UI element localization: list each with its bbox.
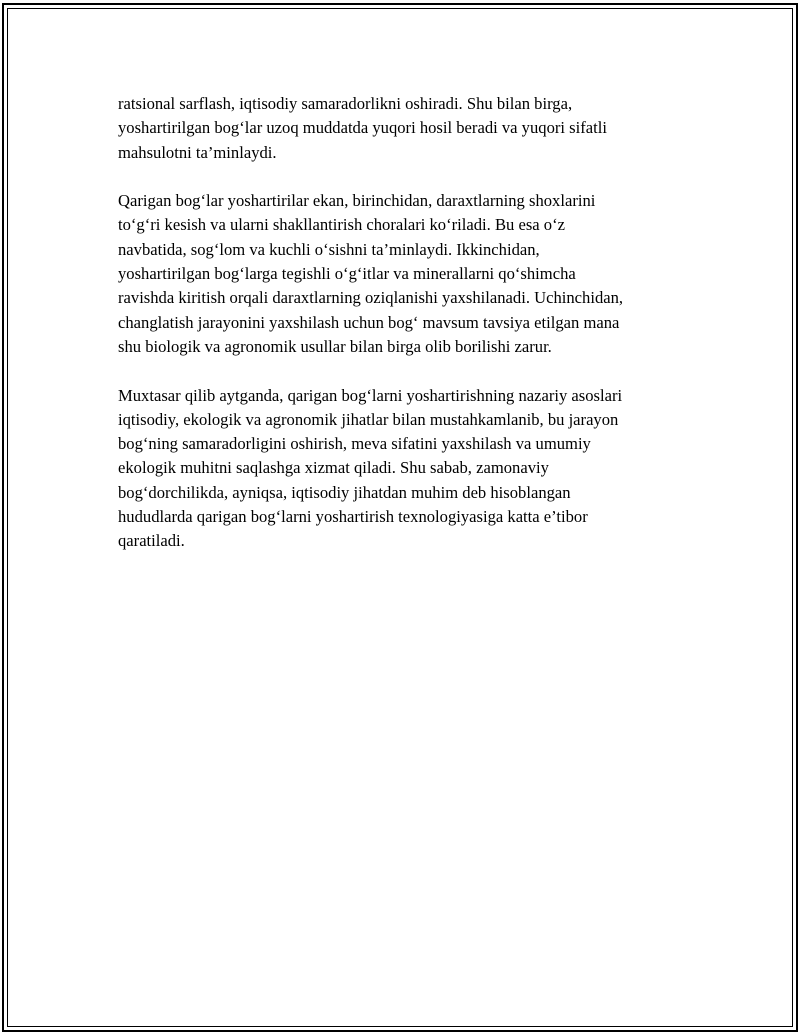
text-line: Muxtasar qilib aytganda, qarigan bog‘larni yoshartirishning nazariy asoslari — [118, 385, 623, 405]
text-line: qaratiladi. — [118, 531, 185, 551]
text-line: Qarigan bog‘lar yoshartirilar ekan, birinchidan, daraxtlarning shoxlarini — [118, 191, 596, 211]
text-line: yoshartirilgan bog‘larga tegishli o‘g‘itlar va minerallarni qo‘shimcha — [118, 264, 576, 284]
text-line: changlatish jarayonini yaxshilash uchun bog‘ mavsum tavsiya etilgan mana — [118, 312, 620, 332]
text-line: navbatida, sog‘lom va kuchli o‘sishni ta’minlaydi. Ikkinchidan, — [118, 239, 540, 259]
text-line: mahsulotni ta’minlaydi. — [118, 142, 277, 162]
text-line: shu biologik va agronomik usullar bilan birga olib borilishi zarur. — [118, 336, 552, 356]
text-line: hududlarda qarigan bog‘larni yoshartirish texnologiyasiga katta e’tibor — [118, 507, 588, 527]
paragraph-3 — [118, 384, 698, 554]
text-line: ratsional sarflash, iqtisodiy samaradorlikni oshiradi. Shu bilan birga, — [118, 94, 573, 113]
text-line: yoshartirilgan bog‘lar uzoq muddatda yuqori hosil beradi va yuqori sifatli — [118, 118, 607, 138]
text-line: ravishda kiritish orqali daraxtlarning oziqlanishi yaxshilanadi. Uchinchidan, — [118, 288, 624, 308]
text-line: ekologik muhitni saqlashga xizmat qiladi. Shu sabab, zamonaviy — [118, 458, 549, 478]
text-line: bog‘ning samaradorligini oshirish, meva sifatini yaxshilash va umumiy — [118, 434, 591, 454]
text-line: to‘g‘ri kesish va ularni shakllantirish choralari ko‘riladi. Bu esa o‘z — [118, 215, 565, 235]
text-line: bog‘dorchilikda, ayniqsa, iqtisodiy jihatdan muhim deb hisoblangan — [118, 482, 571, 502]
paragraph-1 — [118, 92, 698, 165]
paragraph-2 — [118, 189, 698, 359]
document-body — [118, 92, 698, 578]
text-line: iqtisodiy, ekologik va agronomik jihatlar bilan mustahkamlanib, bu jarayon — [118, 409, 619, 429]
